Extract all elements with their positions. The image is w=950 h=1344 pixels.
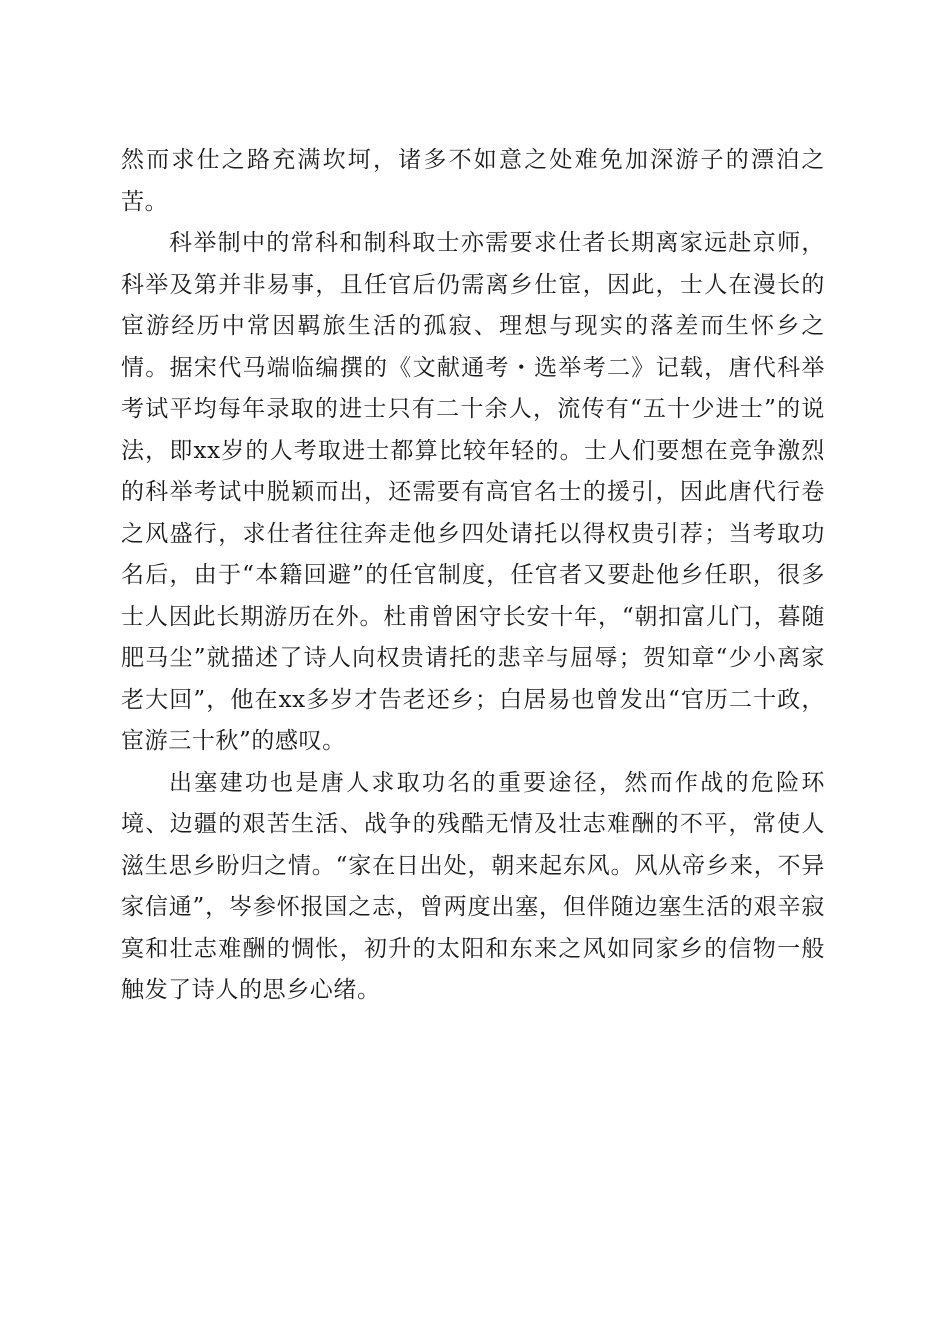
paragraph-2: 科举制中的常科和制科取士亦需要求仕者长期离家远赴京师，科举及第并非易事，且任官后仍需离乡仕宦，因此，士人在漫长的宦游经历中常因羁旅生活的孤寂、理想与现实的落差而生怀乡之情。据宋代马端临编撰的《文献通考・选举考二》记载，唐代科举考试平均每年录取的进士只有二十余人，流传有“五十少进士”的说法，即xx岁的人考取进士都算比较年轻的。士人们要想在竞争激烈的科举考试中脱颖而出，还需要有高官名士的援引，因此唐代行卷之风盛行，求仕者往往奔走他乡四处请托以得权贵引荐；当考取功名后，由于“本籍回避”的任官制度，任官者又要赴他乡任职，很多士人因此长期游历在外。杜甫曾困守长安十年，“朝扣富儿门，暮随肥马尘”就描述了诗人向权贵请托的悲辛与屈辱；贺知章“少小离家老大回”，他在xx多岁才告老还乡；白居易也曾发出“官历二十政，宦游三十秋”的感叹。 — [121, 230, 825, 754]
paragraph-3: 出塞建功也是唐人求取功名的重要途径，然而作战的危险环境、边疆的艰苦生活、战争的残酷无情及壮志难酬的不平，常使人滋生思乡盼归之情。“家在日出处，朝来起东风。风从帝乡来，不异家信通”，岑参怀报国之志，曾两度出塞，但伴随边塞生活的艰辛寂寞和壮志难酬的惆怅，初升的太阳和东来之风如同家乡的信物一般触发了诗人的思乡心绪。 — [121, 769, 825, 1003]
paragraph-1: 然而求仕之路充满坎坷，诸多不如意之处难免加深游子的漂泊之苦。 — [121, 147, 825, 215]
document-body — [121, 140, 825, 1012]
